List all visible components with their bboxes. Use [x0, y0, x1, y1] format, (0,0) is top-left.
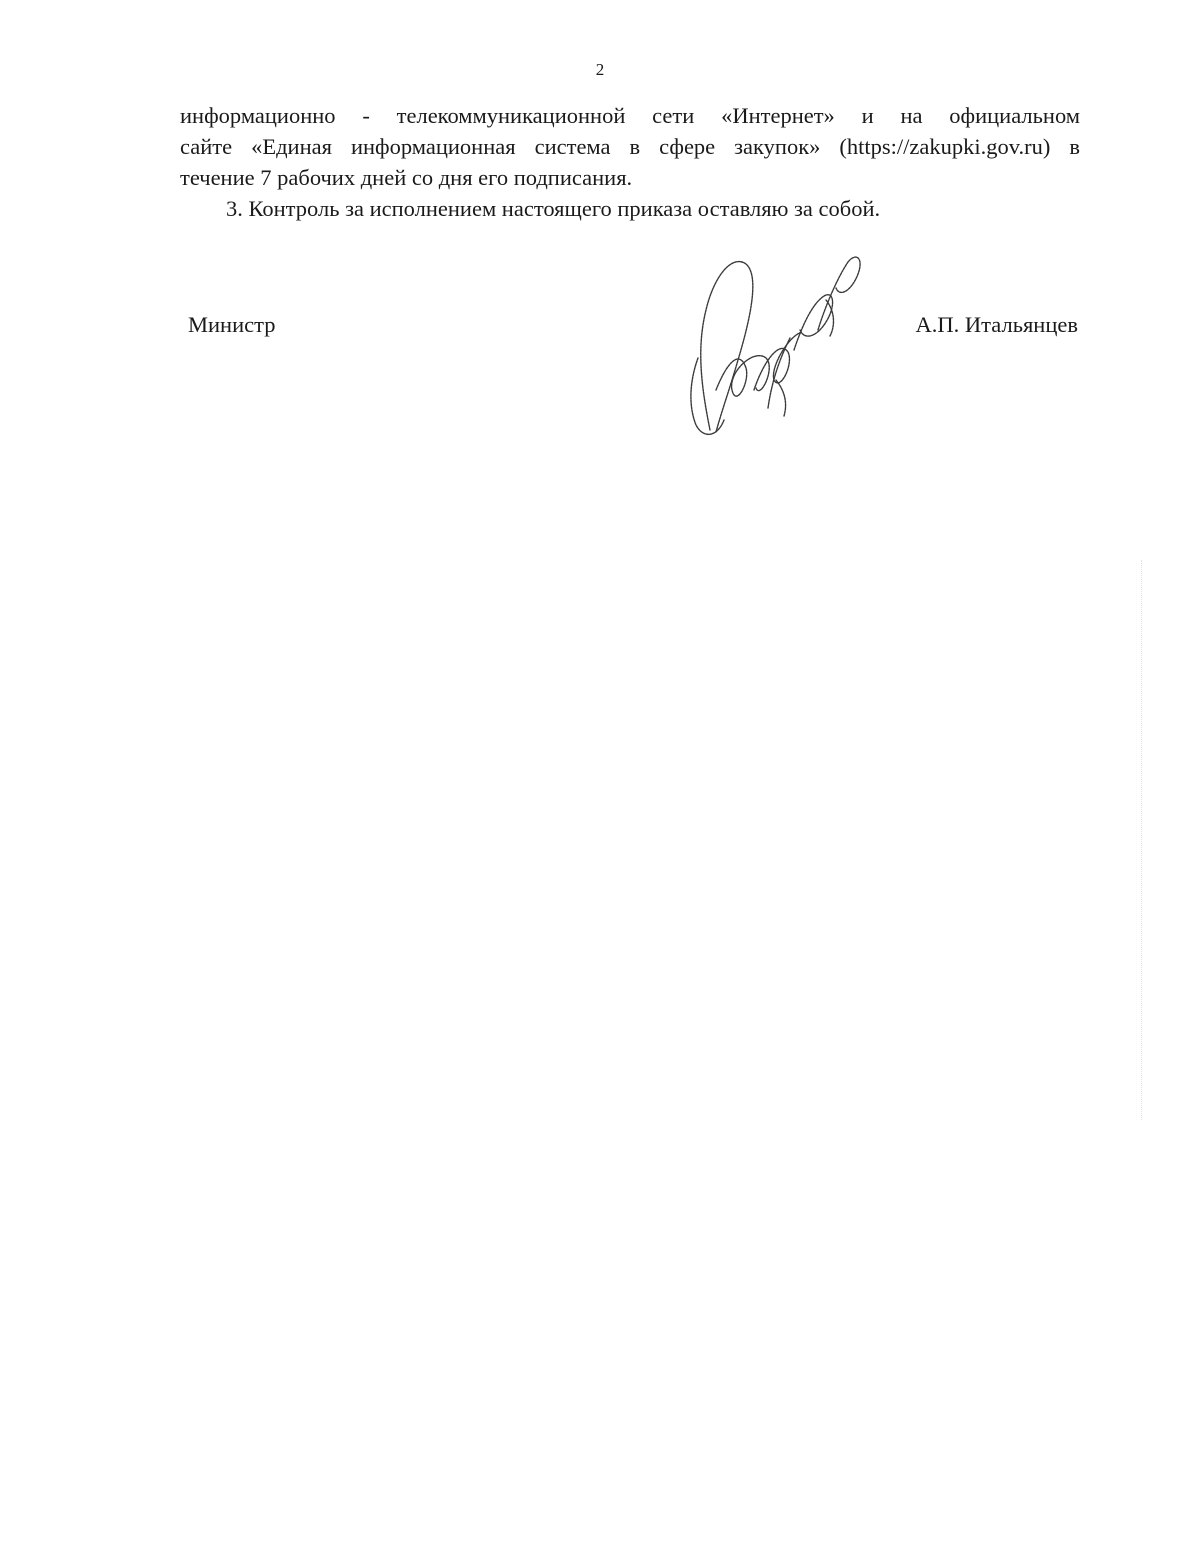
paragraph-line: информационно - телекоммуникационной сети «Интернет» и на официальном	[180, 103, 1080, 128]
paragraph-line: сайте «Единая информационная система в сфере закупок» (https://zakupki.gov.ru) в	[180, 134, 1080, 159]
continued-paragraph	[180, 100, 1080, 193]
scan-artifact	[1139, 560, 1142, 1120]
signatory-title: Министр	[188, 312, 276, 337]
page-number: 2	[595, 60, 605, 79]
handwritten-signature-icon	[676, 240, 876, 450]
signatory-name: А.П. Итальянцев	[915, 312, 1078, 337]
paragraph-item-3: 3. Контроль за исполнением настоящего приказа оставляю за собой.	[226, 196, 881, 221]
paragraph-line: течение 7 рабочих дней со дня его подписания.	[180, 165, 633, 190]
document-body	[180, 100, 1080, 224]
